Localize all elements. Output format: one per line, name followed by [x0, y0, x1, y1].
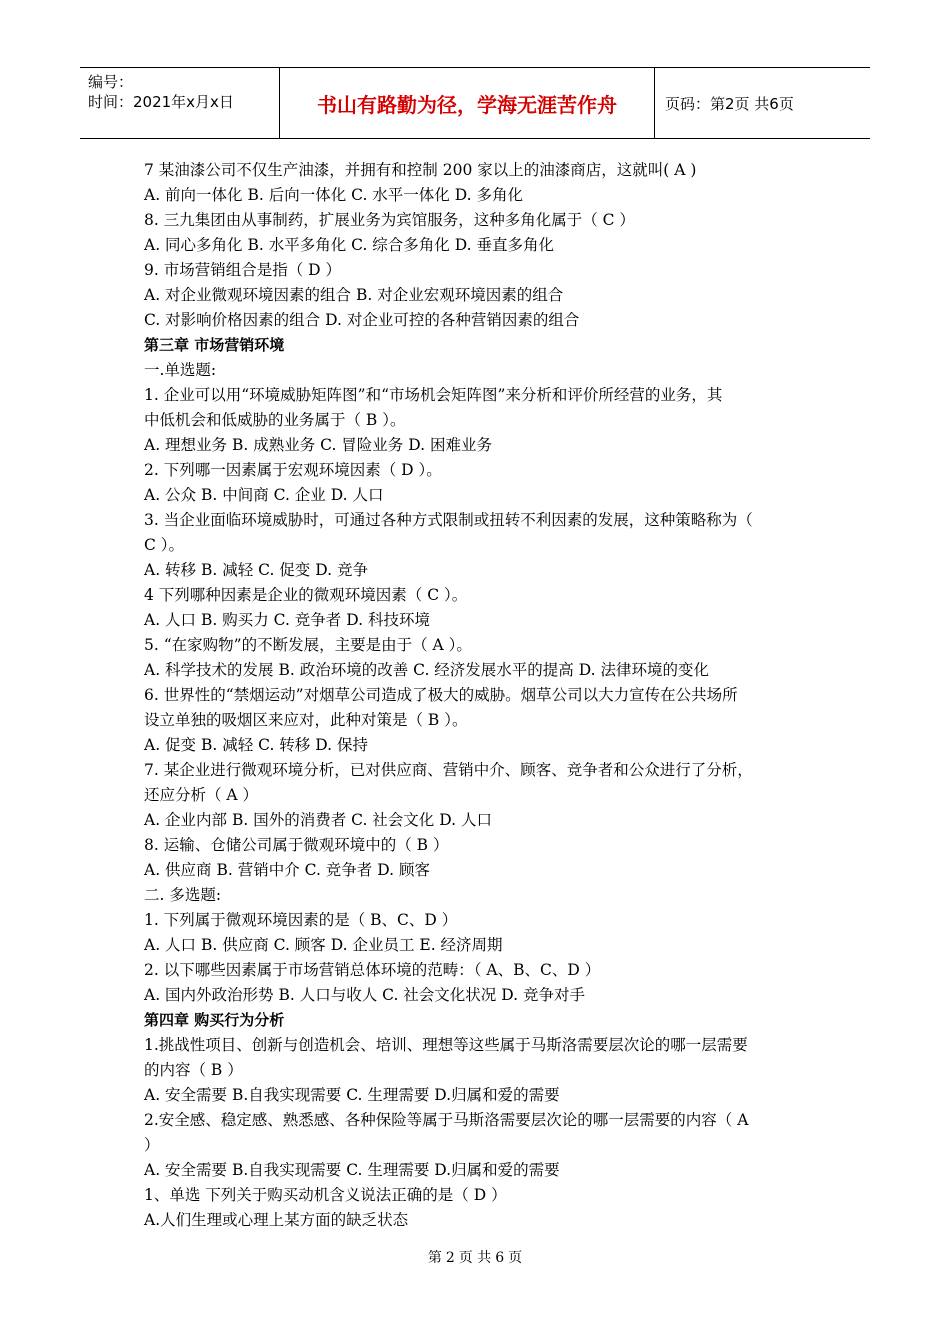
footer-prefix: 第	[427, 1250, 442, 1266]
options-line: A. 公众 B. 中间商 C. 企业 D. 人口	[144, 486, 384, 504]
options-line: A. 对企业微观环境因素的组合 B. 对企业宏观环境因素的组合	[144, 286, 564, 304]
options-line: A. 企业内部 B. 国外的消费者 C. 社会文化 D. 人口	[144, 811, 492, 829]
number-label: 编号：	[88, 73, 134, 91]
options-line: A. 安全需要 B.自我实现需要 C. 生理需要 D.归属和爱的需要	[144, 1086, 560, 1104]
question-line: 1. 下列属于微观环境因素的是（ B、C、D ）	[144, 911, 458, 929]
chapter-heading: 第四章 购买行为分析	[144, 1011, 285, 1029]
question-line: 4 下列哪种因素是企业的微观环境因素（ C ）。	[144, 586, 468, 604]
chapter-heading: 第三章 市场营销环境	[144, 336, 285, 354]
question-line: 7. 某企业进行微观环境分析，已对供应商、营销中介、顾客、竞争者和公众进行了分析，	[144, 761, 753, 779]
question-line: 2. 下列哪一因素属于宏观环境因素（ D ）。	[144, 461, 442, 479]
question-line: 2.安全感、稳定感、熟悉感、各种保险等属于马斯洛需要层次论的哪一层需要的内容（ A	[144, 1111, 749, 1129]
options-line: C. 对影响价格因素的组合 D. 对企业可控的各种营销因素的组合	[144, 311, 580, 329]
question-line: 设立单独的吸烟区来应对，此种对策是（ B ）。	[144, 711, 468, 729]
header-page-info: 页码：第2页 共6页	[665, 94, 794, 113]
page-footer	[0, 1247, 950, 1267]
section-label: 二. 多选题:	[144, 886, 222, 904]
footer-page-number: 2	[445, 1250, 455, 1266]
page-header	[80, 67, 870, 139]
header-meta	[80, 68, 280, 138]
options-line: A. 科学技术的发展 B. 政治环境的改善 C. 经济发展水平的提高 D. 法律环境的变化	[144, 661, 709, 679]
question-line: 9. 市场营销组合是指（ D ）	[144, 261, 341, 279]
question-line: 1. 企业可以用“环境威胁矩阵图”和“市场机会矩阵图”来分析和评价所经营的业务，其	[144, 386, 723, 404]
question-line: 5. “在家购物”的不断发展，主要是由于（ A ）。	[144, 636, 472, 654]
question-line: 6. 世界性的“禁烟运动”对烟草公司造成了极大的威胁。烟草公司以大力宣传在公共场所	[144, 686, 738, 704]
question-line: 3. 当企业面临环境威胁时，可通过各种方式限制或扭转不利因素的发展，这种策略称为（	[144, 511, 753, 529]
time-label: 时间：2021年x月x日	[88, 93, 234, 111]
options-line: A. 安全需要 B.自我实现需要 C. 生理需要 D.归属和爱的需要	[144, 1161, 560, 1179]
question-line: ）	[144, 1136, 160, 1154]
question-line: 8. 运输、仓储公司属于微观环境中的（ B ）	[144, 836, 449, 854]
options-line: A. 前向一体化 B. 后向一体化 C. 水平一体化 D. 多角化	[144, 186, 523, 204]
question-line: 8. 三九集团由从事制药，扩展业务为宾馆服务，这种多角化属于（ C ）	[144, 211, 635, 229]
options-line: A. 人口 B. 购买力 C. 竞争者 D. 科技环境	[144, 611, 430, 629]
footer-total-pages: 6	[495, 1250, 505, 1266]
options-line: A. 国内外政治形势 B. 人口与收人 C. 社会文化状况 D. 竞争对手	[144, 986, 585, 1004]
options-line: A. 转移 B. 减轻 C. 促变 D. 竞争	[144, 561, 368, 579]
options-line: A. 同心多角化 B. 水平多角化 C. 综合多角化 D. 垂直多角化	[144, 236, 554, 254]
options-line: A. 供应商 B. 营销中介 C. 竞争者 D. 顾客	[144, 861, 430, 879]
options-line: A. 促变 B. 减轻 C. 转移 D. 保持	[144, 736, 368, 754]
question-line: 中低机会和低威胁的业务属于（ B ）。	[144, 411, 406, 429]
options-line: A. 人口 B. 供应商 C. 顾客 D. 企业员工 E. 经济周期	[144, 936, 503, 954]
header-motto: 书山有路勤为径，学海无涯苦作舟	[280, 68, 655, 138]
footer-suffix: 页	[508, 1250, 523, 1266]
options-line: A.人们生理或心理上某方面的缺乏状态	[144, 1211, 409, 1229]
options-line: A. 理想业务 B. 成熟业务 C. 冒险业务 D. 困难业务	[144, 436, 492, 454]
question-line: 1.挑战性项目、创新与创造机会、培训、理想等这些属于马斯洛需要层次论的哪一层需要	[144, 1036, 748, 1054]
question-line: 2. 以下哪些因素属于市场营销总体环境的范畴：（ A、B、C、D ）	[144, 961, 601, 979]
question-line: C ）。	[144, 536, 185, 554]
footer-middle: 页 共	[458, 1250, 492, 1266]
question-line: 还应分析（ A ）	[144, 786, 259, 804]
document-body	[144, 158, 824, 1233]
question-line: 的内容（ B ）	[144, 1061, 243, 1079]
question-line: 7 某油漆公司不仅生产油漆，并拥有和控制 200 家以上的油漆商店，这就叫( A )	[144, 161, 697, 179]
section-label: 一.单选题:	[144, 361, 217, 379]
question-line: 1、单选 下列关于购买动机含义说法正确的是（ D ）	[144, 1186, 507, 1204]
